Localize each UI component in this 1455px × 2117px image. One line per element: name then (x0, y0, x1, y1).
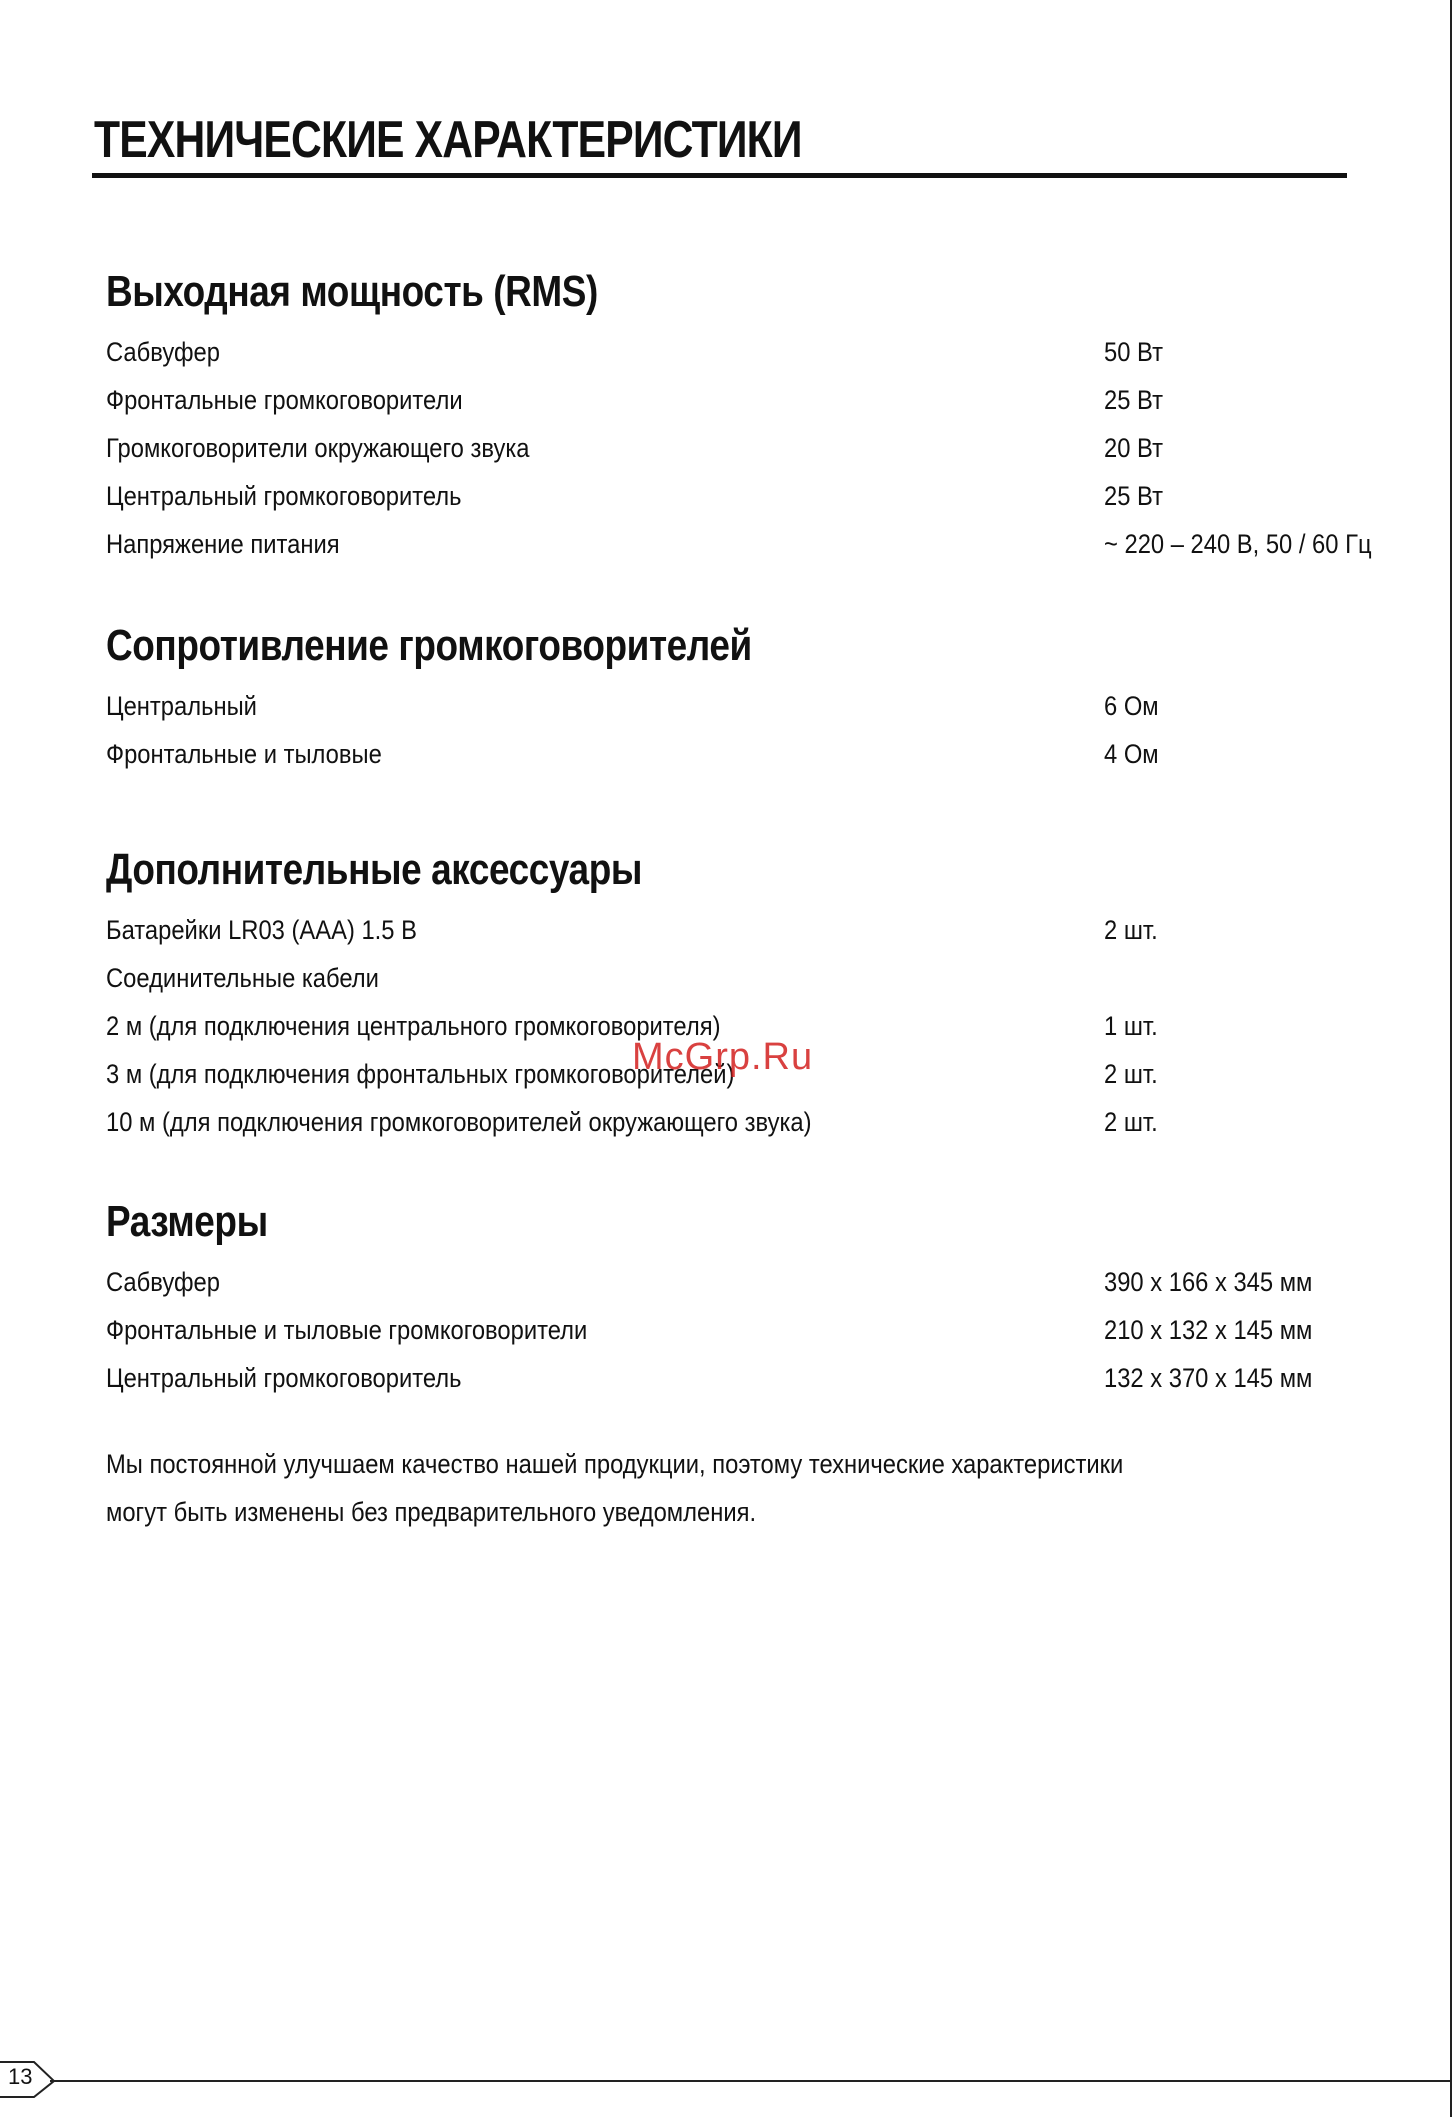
spec-row (106, 954, 1436, 1002)
watermark: McGrp.Ru (632, 1036, 814, 1078)
page-frame-bottom (50, 2080, 1452, 2082)
title-rule (92, 173, 1347, 178)
section-heading: Выходная мощность (RMS) (106, 267, 598, 316)
section-dimensions (106, 1196, 1436, 1402)
spec-label: Сабвуфер (106, 337, 220, 367)
section-accessories (106, 844, 1436, 1146)
spec-label: Центральный (106, 691, 257, 721)
spec-value: 50 Вт (1104, 337, 1163, 367)
spec-value: 132 x 370 x 145 мм (1104, 1363, 1313, 1393)
spec-label: Центральный громкоговоритель (106, 481, 462, 511)
disclaimer-note (106, 1440, 1426, 1536)
spec-label: Громкоговорители окружающего звука (106, 433, 530, 463)
section-heading: Сопротивление громкоговорителей (106, 621, 752, 670)
spec-label: 2 м (для подключения центрального громкоговорителя) (106, 1011, 721, 1041)
page-frame-right (1450, 0, 1452, 2117)
spec-value: 2 шт. (1104, 1059, 1158, 1089)
spec-value: 20 Вт (1104, 433, 1163, 463)
note-line: Мы постоянной улучшаем качество нашей продукции, поэтому технические характеристики (106, 1449, 1124, 1479)
spec-row (106, 424, 1436, 472)
spec-row (106, 376, 1436, 424)
spec-row (106, 1258, 1436, 1306)
spec-value: 4 Ом (1104, 739, 1159, 769)
page-title: ТЕХНИЧЕСКИЕ ХАРАКТЕРИСТИКИ (94, 111, 802, 169)
spec-value: 210 x 132 x 145 мм (1104, 1315, 1313, 1345)
spec-row (106, 1098, 1436, 1146)
spec-row (106, 682, 1436, 730)
spec-value: 25 Вт (1104, 481, 1163, 511)
section-output-power (106, 266, 1436, 568)
note-line: могут быть изменены без предварительного уведомления. (106, 1497, 757, 1527)
spec-label: Соединительные кабели (106, 963, 379, 993)
spec-value: 2 шт. (1104, 1107, 1158, 1137)
spec-label: Батарейки LR03 (AAA) 1.5 В (106, 915, 417, 945)
spec-row (106, 1354, 1436, 1402)
spec-label: Фронтальные и тыловые громкоговорители (106, 1315, 588, 1345)
spec-value: 1 шт. (1104, 1011, 1158, 1041)
spec-row (106, 1306, 1436, 1354)
spec-row (106, 328, 1436, 376)
spec-label: 3 м (для подключения фронтальных громкоговорителей) (106, 1059, 735, 1089)
spec-row (106, 906, 1436, 954)
spec-label: Фронтальные и тыловые (106, 739, 382, 769)
spec-value: 390 x 166 x 345 мм (1104, 1267, 1313, 1297)
spec-label: 10 м (для подключения громкоговорителей окружающего звука) (106, 1107, 812, 1137)
spec-value: 25 Вт (1104, 385, 1163, 415)
section-impedance (106, 620, 1436, 778)
spec-value: 2 шт. (1104, 915, 1158, 945)
spec-value: 6 Ом (1104, 691, 1159, 721)
section-heading: Размеры (106, 1197, 268, 1246)
spec-label: Центральный громкоговоритель (106, 1363, 462, 1393)
spec-row (106, 472, 1436, 520)
section-heading: Дополнительные аксессуары (106, 845, 642, 894)
spec-value: ~ 220 – 240 В, 50 / 60 Гц (1104, 529, 1372, 559)
spec-label: Фронтальные громкоговорители (106, 385, 463, 415)
spec-label: Сабвуфер (106, 1267, 220, 1297)
spec-row (106, 520, 1436, 568)
spec-row (106, 730, 1436, 778)
spec-label: Напряжение питания (106, 529, 340, 559)
page-number: 13 (8, 2064, 33, 2089)
